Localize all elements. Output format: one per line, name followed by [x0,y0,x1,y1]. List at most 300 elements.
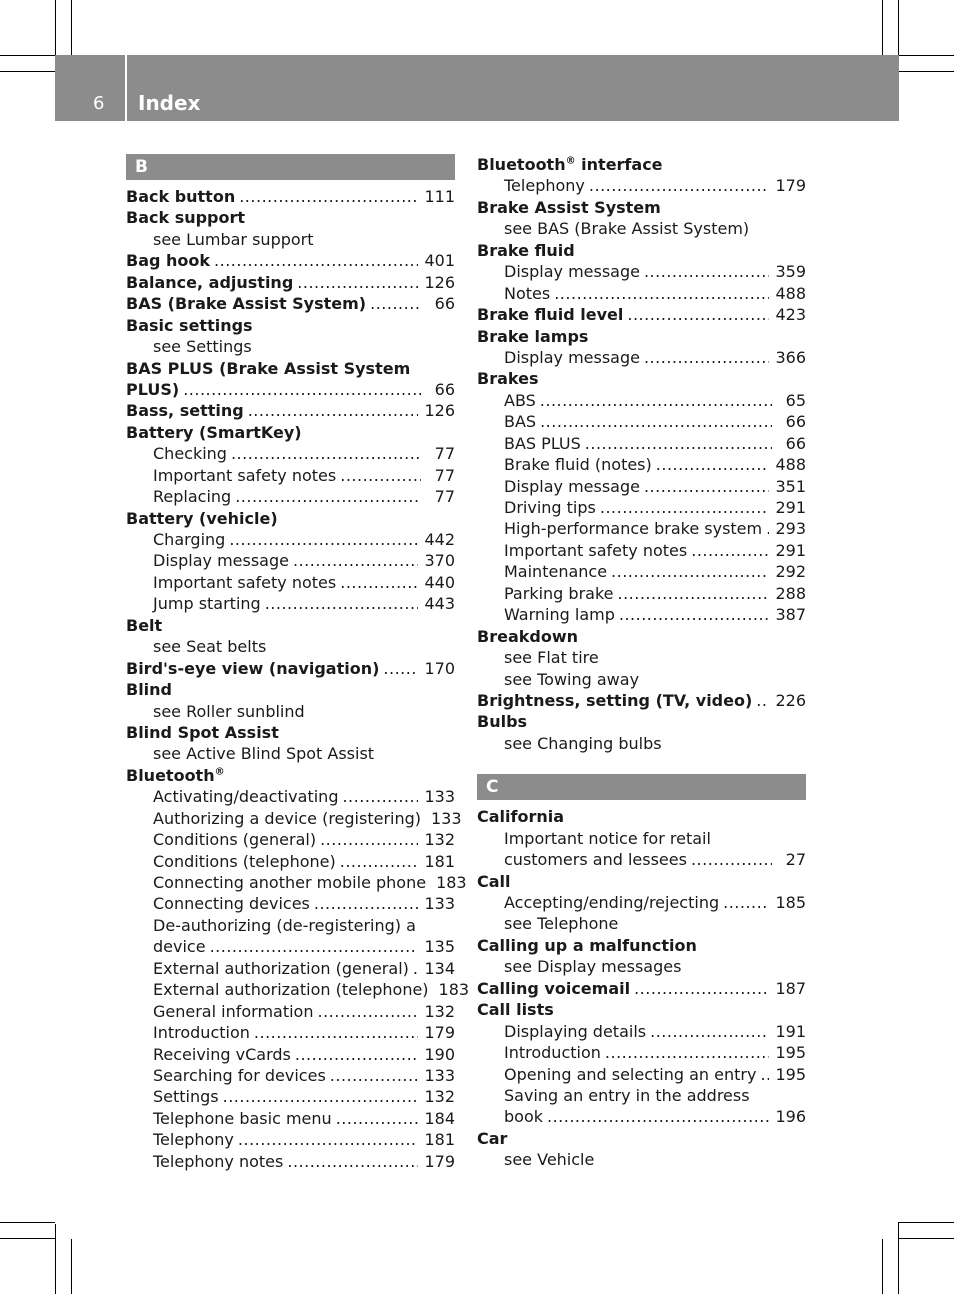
index-entry [126,207,455,228]
entry-label [504,390,536,411]
entry-label-text: Notes [504,283,551,303]
index-subentry [477,540,806,561]
entry-label-text: see Settings [153,337,252,357]
index-subentry [477,411,806,432]
entry-label [153,1065,326,1086]
page-reference: 184 [424,1108,455,1128]
page-reference: 126 [424,272,455,292]
page-reference: 195 [775,1043,806,1063]
entry-label-text: BAS PLUS [504,433,581,453]
entry-label [477,368,538,389]
entry-label-text: Telephony notes [153,1151,284,1171]
index-entry [126,765,455,786]
page-reference: 66 [785,433,806,453]
index-subentry [477,828,806,849]
page-reference: 293 [775,519,806,539]
entry-label-text: see Towing away [504,669,640,689]
index-subentry [477,956,806,977]
entry-label-text: Telephony [153,1130,234,1150]
entry-label [477,999,554,1020]
index-subentry [477,604,806,625]
index-entry [477,197,806,218]
page-reference: 185 [775,893,806,912]
page-reference: 132 [424,1087,455,1107]
page-reference: 66 [434,294,455,314]
entry-label-text: Warning lamp [504,605,615,625]
entry-label-text: see BAS (Brake Assist System) [504,219,750,239]
page-reference: 183 [438,980,470,1000]
index-column-right [477,154,806,1171]
dot-leader [644,347,769,368]
entry-label [126,422,302,443]
index-entry [477,304,806,325]
index-subentry [126,1086,455,1107]
entry-label [477,240,575,261]
crop-mark [0,71,55,72]
entry-label [153,829,316,850]
entry-label-text: Receiving vCards [153,1044,291,1064]
entry-label [504,1149,594,1170]
index-entry [126,315,455,336]
entry-label-text: Authorizing a device (registering) [153,808,421,828]
entry-label-text: Driving tips [504,498,596,517]
index-subentry [477,1106,806,1127]
page-reference: 195 [775,1064,806,1084]
entry-label-text: Connecting devices [153,894,310,914]
entry-label [504,892,719,913]
entry-label [504,913,618,934]
entry-label-text: Important safety notes [153,465,337,485]
entry-label [153,1129,234,1150]
entry-label [153,593,261,614]
entry-label [153,486,231,507]
entry-label-text: External authorization (telephone) [153,980,429,1000]
entry-label [153,701,305,722]
entry-label [504,669,639,690]
index-entry [477,999,806,1020]
entry-label [477,197,661,218]
dot-leader [383,658,418,679]
index-subentry [477,561,806,582]
entry-label [153,1022,250,1043]
index-entry [126,379,455,400]
entry-label [153,1044,291,1065]
entry-label-text: High-performance brake system [504,519,763,539]
entry-label-text: book [504,1107,543,1127]
page-reference: 133 [424,1065,455,1085]
index-entry [126,679,455,700]
page-reference: 132 [424,830,455,850]
index-subentry [126,1001,455,1022]
index-subentry [477,1064,806,1085]
entry-label [153,1151,283,1172]
index-subentry [126,743,455,764]
entry-label [477,711,527,732]
page-reference: 351 [775,476,806,496]
index-entry [477,326,806,347]
page-title: Index [138,91,201,115]
index-subentry [126,572,455,593]
dot-leader [619,604,770,625]
entry-label-text: Battery (vehicle) [126,508,278,528]
dot-leader [340,465,421,486]
index-subentry [126,786,455,807]
dot-leader [297,272,418,293]
entry-label [126,658,379,679]
entry-label [504,476,640,497]
index-entry [126,658,455,679]
entry-label [504,540,687,561]
registered-mark: ® [214,766,225,778]
dot-leader [340,851,419,872]
index-subentry [477,218,806,239]
entry-label [504,1042,601,1063]
page-reference: 77 [434,487,455,507]
entry-label-text: Calling up a malfunction [477,935,697,955]
index-subentry [477,283,806,304]
entry-label [504,583,613,604]
page-reference: 370 [424,551,455,571]
crop-mark [899,71,954,72]
index-entry [477,806,806,827]
entry-label [126,400,244,421]
page-reference: 387 [775,605,806,625]
entry-label [477,806,564,827]
crop-mark [882,0,883,55]
entry-label [126,508,278,529]
entry-label [153,915,416,936]
entry-label-text: Car [477,1128,508,1148]
entry-label [126,293,366,314]
page-reference: 401 [424,251,455,271]
index-entry [126,422,455,443]
entry-label [153,893,310,914]
page-reference: 66 [434,379,455,399]
index-subentry [126,936,455,957]
page-reference: 111 [424,187,455,206]
index-subentry [126,1044,455,1065]
entry-label [504,347,640,368]
index-subentry [477,175,806,196]
index-entry [126,250,455,271]
entry-label [504,733,662,754]
page-reference: 488 [775,455,806,475]
dot-leader [691,849,772,870]
dot-leader [238,1129,419,1150]
dot-leader [600,497,770,518]
entry-label [153,229,314,250]
page-reference: 179 [424,1151,455,1171]
dot-leader [235,486,421,507]
dot-leader [766,518,769,539]
dot-leader [340,572,418,593]
entry-label [477,154,663,175]
dot-leader [644,476,769,497]
entry-label-text: Battery (SmartKey) [126,422,302,442]
index-entry [477,368,806,389]
entry-label-text: Blind Spot Assist [126,722,279,742]
entry-label [153,572,336,593]
entry-label [504,1085,750,1106]
page-reference: 133 [424,894,455,914]
entry-label [126,679,172,700]
entry-label-suffix: interface [575,155,663,174]
entry-label [126,765,225,786]
page-number: 6 [93,93,105,114]
page-reference: 359 [775,262,806,282]
entry-label-text: Brake lamps [477,326,589,346]
dot-leader [293,550,418,571]
entry-label-text: Display message [504,262,640,282]
entry-label [504,175,585,196]
index-subentry [126,486,455,507]
entry-label-text: De-authorizing (de-registering) a [153,915,416,935]
index-subentry [477,733,806,754]
entry-label-text: customers and lessees [504,850,687,870]
entry-label [504,849,687,870]
page-reference: 179 [775,176,806,196]
page-reference: 132 [424,1001,455,1021]
index-subentry [126,1151,455,1172]
index-entry [126,508,455,529]
index-subentry [477,390,806,411]
dot-leader [691,540,769,561]
entry-label [504,561,607,582]
dot-leader [547,1106,769,1127]
entry-label [477,978,630,999]
dot-leader [320,829,418,850]
entry-label-text: Call lists [477,1000,554,1020]
entry-label [504,411,536,432]
dot-leader [589,175,770,196]
entry-label [153,1086,219,1107]
dot-leader [330,1065,419,1086]
index-subentry [477,583,806,604]
entry-label-text: BAS PLUS (Brake Assist System [126,358,411,378]
index-entry [126,358,455,379]
entry-label-text: Calling voicemail [477,978,631,998]
index-subentry [126,851,455,872]
index-entry [126,293,455,314]
entry-label-text: PLUS) [126,379,180,399]
index-subentry [126,636,455,657]
page-reference: 291 [775,540,806,560]
entry-label [126,186,235,207]
entry-label-text: Saving an entry in the address [504,1085,750,1105]
index-entry [126,186,455,207]
dot-leader [554,283,769,304]
entry-label-text: see Active Blind Spot Assist [153,744,375,764]
page-reference: 126 [424,401,455,421]
page-reference: 66 [785,412,806,432]
entry-label [153,465,336,486]
entry-label [153,743,374,764]
entry-label-text: Activating/deactivating [153,787,339,807]
index-subentry [126,550,455,571]
entry-label-text: Bluetooth [126,765,215,785]
crop-mark [71,1239,72,1294]
entry-label [477,326,588,347]
dot-leader [756,690,769,711]
entry-label-text: Searching for devices [153,1065,326,1085]
crop-mark [0,1222,55,1223]
entry-label-text: Checking [153,444,227,464]
index-subentry [477,454,806,475]
index-entry [477,978,806,999]
section-letter: C [477,774,806,800]
entry-label [153,443,227,464]
page-reference: 187 [775,978,806,998]
entry-label [477,626,578,647]
entry-label-text: Replacing [153,487,232,507]
index-subentry [126,808,462,829]
entry-label-text: see Roller sunblind [153,701,305,721]
index-subentry [477,669,806,690]
index-subentry [126,336,455,357]
dot-leader [229,529,418,550]
entry-label [153,1108,332,1129]
entry-label [477,871,511,892]
header-divider [125,55,127,121]
entry-label-text: Conditions (general) [153,830,317,850]
entry-label [504,261,640,282]
dot-leader [760,1064,769,1085]
index-subentry [126,829,455,850]
index-subentry [126,1065,455,1086]
page-reference: 196 [775,1107,806,1127]
entry-label-text: Brake Assist System [477,197,661,217]
entry-label-text: ABS [504,390,536,410]
dot-leader [342,786,418,807]
crop-mark [899,55,954,56]
entry-label-text: Display message [504,347,640,367]
index-entry [477,935,806,956]
entry-label [153,786,338,807]
index-subentry [126,872,467,893]
index-entry [477,871,806,892]
entry-label-text: Basic settings [126,315,253,335]
entry-label [504,647,599,668]
page-reference: 135 [424,937,455,957]
entry-label-text: Balance, adjusting [126,272,294,292]
entry-label-text: Blind [126,680,173,700]
entry-label-text: see Flat tire [504,648,599,668]
entry-label-text: Bird's-eye view (navigation) [126,658,380,678]
index-subentry [477,1042,806,1063]
index-subentry [126,915,455,936]
entry-label [504,433,581,454]
index-subentry [126,529,455,550]
index-column-left [126,154,470,1172]
dot-leader [627,304,769,325]
entry-label [153,1001,313,1022]
page-reference: 442 [424,530,455,549]
page-header [55,55,899,121]
entry-label-text: Back support [126,208,246,228]
crop-mark [899,1238,954,1239]
dot-leader [540,411,772,432]
index-subentry [477,1149,806,1170]
index-subentry [477,347,806,368]
index-subentry [126,443,455,464]
entry-label [504,218,749,239]
entry-label-text: Bulbs [477,712,528,732]
section-letter: B [126,154,455,180]
index-subentry [477,913,806,934]
entry-label [126,315,253,336]
dot-leader [239,186,418,207]
page-reference: 191 [775,1021,806,1041]
entry-label-text: Jump starting [153,594,261,614]
entry-label-text: see Display messages [504,957,682,977]
entry-label-text: Important safety notes [153,572,337,592]
entry-label [504,828,711,849]
dot-leader [336,1108,419,1129]
entry-label-text: Important safety notes [504,540,688,560]
dot-leader [287,1151,418,1172]
entry-label-text: see Vehicle [504,1150,595,1170]
entry-label-text: Belt [126,615,163,635]
crop-mark [55,1224,56,1294]
entry-label [477,1128,507,1149]
registered-mark: ® [565,155,576,167]
entry-label [504,604,615,625]
page-reference: 440 [424,572,455,592]
page-reference: 181 [424,1130,455,1150]
index-entry [477,240,806,261]
entry-label-text: Accepting/ending/rejecting [504,893,720,912]
dot-leader [314,893,419,914]
dot-leader [317,1001,418,1022]
entry-label [477,935,697,956]
index-entry [477,690,806,711]
entry-label-text: Conditions (telephone) [153,851,336,871]
dot-leader [231,443,421,464]
page-reference: 366 [775,347,806,367]
index-entry [126,272,455,293]
entry-label-text: device [153,937,206,957]
entry-label-text: Connecting another mobile phone [153,873,427,892]
entry-label [504,1106,543,1127]
entry-label [126,615,162,636]
entry-label-text: Call [477,871,511,891]
entry-label-text: Introduction [504,1043,601,1063]
dot-leader [248,400,419,421]
entry-label [126,272,293,293]
entry-label-text: see Lumbar support [153,229,314,249]
page-reference: 488 [775,283,806,303]
entry-label-text: Bass, setting [126,401,244,421]
dot-leader [370,293,421,314]
index-subentry [126,979,470,1000]
dot-leader [650,1021,769,1042]
crop-mark [0,1238,55,1239]
index-entry [126,722,455,743]
entry-label-text: Parking brake [504,583,614,603]
page-reference: 27 [785,850,806,870]
page-reference: 190 [424,1044,455,1064]
entry-label [153,958,409,979]
index-subentry [126,1129,455,1150]
entry-label-text: Brightness, setting (TV, video) [477,690,753,710]
entry-label-text: General information [153,1001,314,1021]
index-subentry [126,893,455,914]
entry-label-text: BAS [504,412,537,432]
entry-label [477,304,623,325]
entry-label [504,1021,646,1042]
entry-label-text: BAS (Brake Assist System) [126,294,367,314]
page-reference: 443 [424,594,455,614]
